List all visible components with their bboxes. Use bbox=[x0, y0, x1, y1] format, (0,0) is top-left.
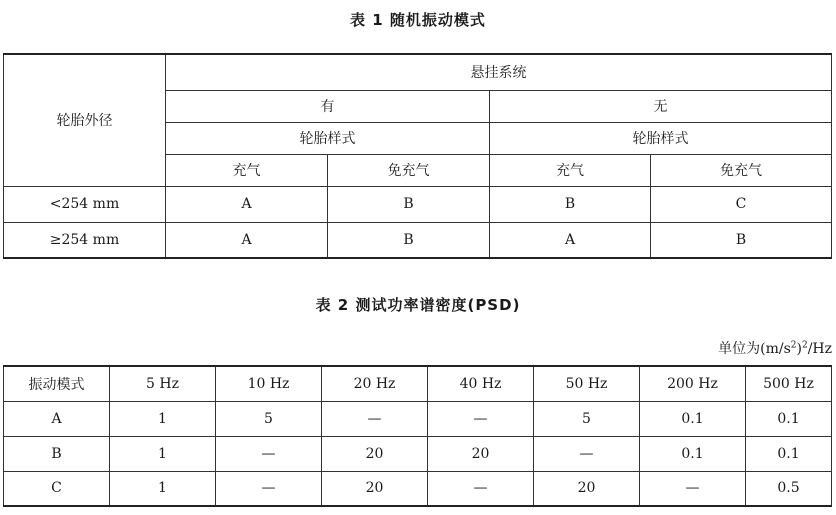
table-cell: A bbox=[166, 186, 328, 222]
table-row bbox=[4, 401, 832, 436]
table-cell: — bbox=[534, 436, 640, 471]
table-cell: 5 bbox=[534, 401, 640, 436]
table-cell: B bbox=[4, 436, 110, 471]
table-cell: 20 bbox=[322, 436, 428, 471]
table-cell: — bbox=[322, 401, 428, 436]
with-suspension-header: 有 bbox=[166, 90, 490, 122]
psd-table bbox=[3, 365, 832, 507]
column-header: 500 Hz bbox=[746, 366, 832, 401]
column-header: 40 Hz bbox=[428, 366, 534, 401]
table-cell: 5 bbox=[216, 401, 322, 436]
table-cell: 0.1 bbox=[746, 401, 832, 436]
column-header: 200 Hz bbox=[640, 366, 746, 401]
table-cell: 0.5 bbox=[746, 471, 832, 506]
table-cell: B bbox=[328, 186, 490, 222]
unit-paren: ) bbox=[796, 341, 802, 357]
table-cell: B bbox=[651, 222, 832, 258]
table-cell: 20 bbox=[534, 471, 640, 506]
table-cell: A bbox=[166, 222, 328, 258]
row-label: <254 mm bbox=[4, 186, 166, 222]
unit-superscript: 2 bbox=[790, 340, 797, 351]
table-cell: C bbox=[4, 471, 110, 506]
table1-caption: 表 1 随机振动模式 bbox=[350, 11, 486, 29]
table-cell: 0.1 bbox=[640, 436, 746, 471]
inflated-header: 充气 bbox=[166, 154, 328, 186]
row-label: ≥254 mm bbox=[4, 222, 166, 258]
vibration-mode-table bbox=[3, 53, 832, 259]
table-cell: 20 bbox=[322, 471, 428, 506]
table-row bbox=[4, 471, 832, 506]
table-cell: 1 bbox=[110, 436, 216, 471]
tire-diameter-header: 轮胎外径 bbox=[4, 54, 166, 186]
inflated-header: 充气 bbox=[490, 154, 651, 186]
table-cell: — bbox=[428, 401, 534, 436]
table-header-row bbox=[4, 366, 832, 401]
table-cell: 0.1 bbox=[746, 436, 832, 471]
tire-style-header: 轮胎样式 bbox=[490, 122, 832, 154]
table2-caption: 表 2 测试功率谱密度(PSD) bbox=[315, 296, 521, 314]
table-row bbox=[4, 436, 832, 471]
table-cell: 0.1 bbox=[640, 401, 746, 436]
tire-style-header: 轮胎样式 bbox=[166, 122, 490, 154]
table-row bbox=[4, 186, 832, 222]
table-cell: B bbox=[328, 222, 490, 258]
table-cell: 1 bbox=[110, 471, 216, 506]
table-cell: A bbox=[4, 401, 110, 436]
column-header: 50 Hz bbox=[534, 366, 640, 401]
column-header: 10 Hz bbox=[216, 366, 322, 401]
unit-tail: /Hz bbox=[807, 341, 832, 357]
column-header: 5 Hz bbox=[110, 366, 216, 401]
table-cell: — bbox=[216, 436, 322, 471]
unit-superscript: 2 bbox=[801, 340, 808, 351]
unit-prefix: 单位为(m/s bbox=[718, 341, 791, 357]
unit-note bbox=[718, 338, 832, 358]
table-cell: 20 bbox=[428, 436, 534, 471]
table-cell: 1 bbox=[110, 401, 216, 436]
table-cell: — bbox=[428, 471, 534, 506]
table-row bbox=[4, 222, 832, 258]
column-header: 20 Hz bbox=[322, 366, 428, 401]
table-cell: C bbox=[651, 186, 832, 222]
table-cell: B bbox=[490, 186, 651, 222]
non-inflated-header: 免充气 bbox=[328, 154, 490, 186]
without-suspension-header: 无 bbox=[490, 90, 832, 122]
table-cell: A bbox=[490, 222, 651, 258]
table-cell: — bbox=[640, 471, 746, 506]
table-cell: — bbox=[216, 471, 322, 506]
suspension-header: 悬挂系统 bbox=[166, 54, 832, 90]
column-header: 振动模式 bbox=[4, 366, 110, 401]
non-inflated-header: 免充气 bbox=[651, 154, 832, 186]
